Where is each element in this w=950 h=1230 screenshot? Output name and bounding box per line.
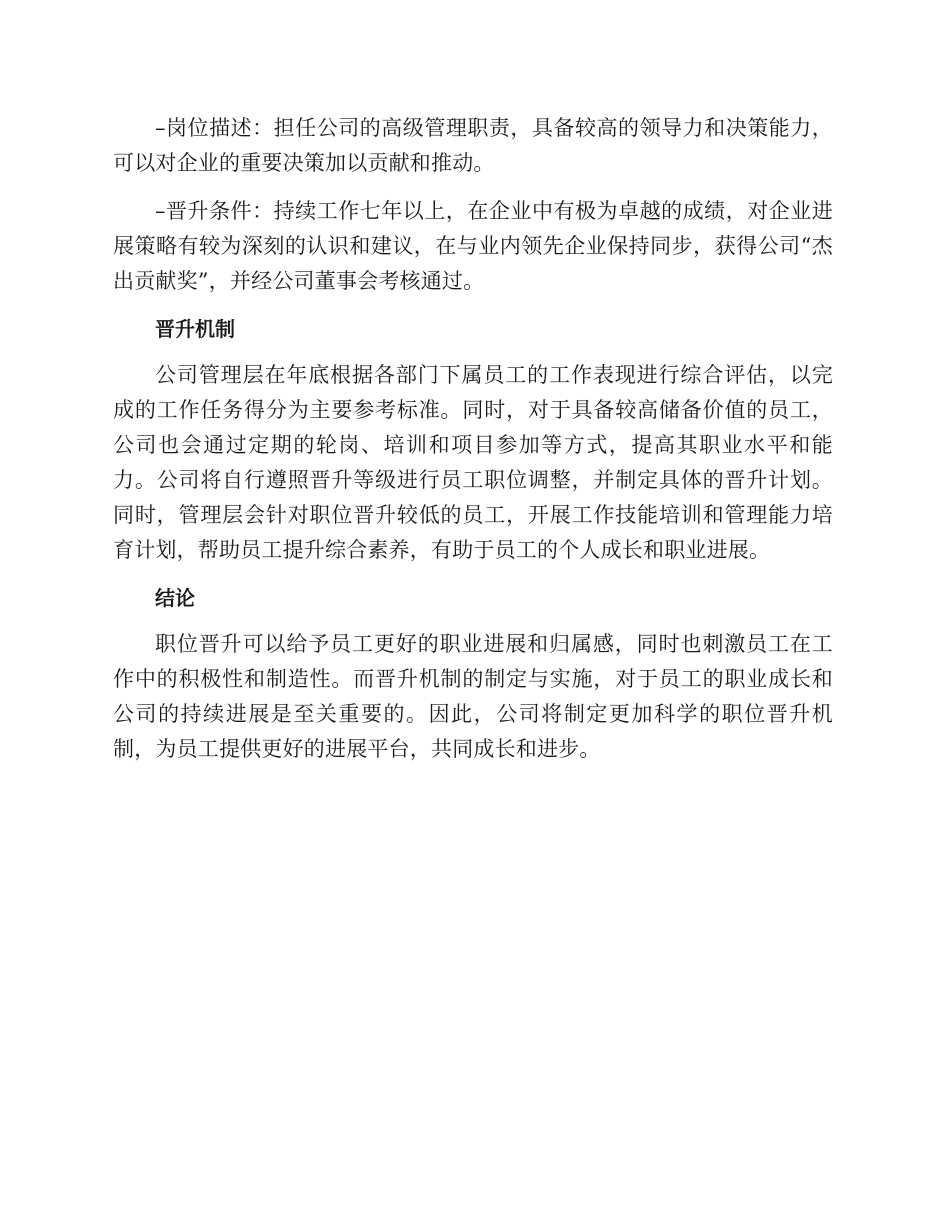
conclusion-paragraph: 职位晋升可以给予员工更好的职业进展和归属感，同时也刺激员工在工作中的积极性和制造性。而晋升机制的制定与实施，对于员工的职业成长和公司的持续进展是至关重要的。因此，公司将制定更加科学的职位晋升机制，为员工提供更好的进展平台，共同成长和进步。 — [113, 632, 833, 761]
promotion-conditions-paragraph: –晋升条件：持续工作七年以上，在企业中有极为卓越的成绩，对企业进展策略有较为深刻的认识和建议，在与业内领先企业保持同步，获得公司“杰出贡献奖”，并经公司董事会考核通过。 — [113, 199, 833, 293]
document-body — [113, 111, 833, 780]
conclusion-heading: 结论 — [155, 586, 195, 610]
promotion-mechanism-paragraph: 公司管理层在年底根据各部门下属员工的工作表现进行综合评估，以完成的工作任务得分为主要参考标准。同时，对于具备较高储备价值的员工，公司也会通过定期的轮岗、培训和项目参加等方式，提高其职业水平和能力。公司将自行遵照晋升等级进行员工职位调整，并制定具体的晋升计划。同时，管理层会针对职位晋升较低的员工，开展工作技能培训和管理能力培育计划，帮助员工提升综合素养，有助于员工的个人成长和职业进展。 — [113, 363, 833, 562]
position-description-paragraph: –岗位描述：担任公司的高级管理职责，具备较高的领导力和决策能力，可以对企业的重要决策加以贡献和推动。 — [113, 116, 833, 175]
promotion-mechanism-heading: 晋升机制 — [155, 317, 235, 341]
